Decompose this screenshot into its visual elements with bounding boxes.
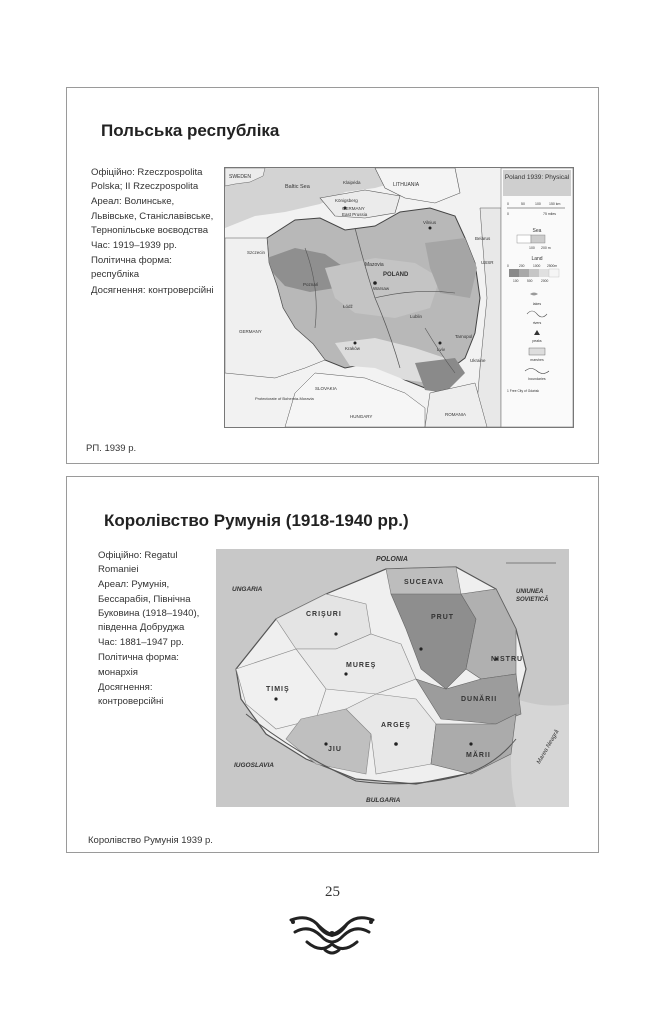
legend-marshes: marshes [530, 358, 544, 362]
label-sovietica: SOVIETICĂ [516, 597, 549, 603]
legend-land-0: 0 [507, 264, 509, 268]
label-baltic-sea: Baltic Sea [285, 184, 310, 190]
info-achievements: Досягнення: контроверсійні [91, 284, 214, 296]
poland-physical-map [224, 167, 574, 428]
legend-land-100: 100 [513, 279, 519, 283]
label-mazovia: Mazovia [365, 262, 384, 268]
label-warsaw: Warsaw [373, 286, 390, 291]
label-lithuania: LITHUANIA [393, 182, 420, 188]
label-polonia: POLONIA [376, 556, 408, 563]
legend-land-200: 200 [519, 264, 525, 268]
celtic-knot-ornament-icon [287, 910, 377, 958]
legend-sea: Sea [532, 228, 542, 234]
info-political-form: Політична форма: монархія [98, 652, 179, 678]
legend-peaks: peaks [532, 339, 542, 343]
legend-land-500: 500 [527, 279, 533, 283]
label-poznan: Poznań [303, 282, 319, 287]
romania-regions-map [216, 549, 569, 807]
label-krakow: Kraków [345, 346, 361, 351]
scale-km-100: 100 [535, 202, 541, 206]
label-ussr: USSR [481, 260, 494, 265]
label-hungary: HUNGARY [350, 414, 373, 419]
slide-caption: РП. 1939 р. [86, 443, 137, 454]
legend-land: Land [531, 256, 543, 262]
label-prut: PRUT [431, 614, 455, 621]
legend-land-2000: 2000 [541, 279, 549, 283]
legend-sea-200: 200 m [541, 246, 551, 250]
label-konigsberg: Königsberg [335, 198, 358, 203]
label-poland: POLAND [383, 272, 409, 278]
info-area: Ареал: Румунія, Бессарабія, Північна Буковина (1918–1940), південна Добруджа [98, 579, 200, 634]
scale-km-50: 50 [521, 202, 525, 206]
legend-boundaries: boundaries [528, 377, 546, 381]
info-achievements: Досягнення: контроверсійні [98, 681, 164, 708]
label-germany-north: GERMANY [342, 206, 365, 211]
label-crisuri: CRIŞURI [306, 611, 342, 618]
label-belarus: Belarus [475, 236, 491, 241]
info-official: Офіційно: Regatul Romaniei [98, 550, 178, 576]
label-timis: TIMIŞ [266, 686, 290, 693]
scale-mi-0: 0 [507, 212, 509, 216]
scale-km-150: 150 km [549, 202, 561, 206]
label-protectorate: Protectorate of Bohemia-Moravia [255, 396, 314, 401]
scale-mi-75: 75 miles [543, 212, 557, 216]
info-political-form: Політична форма: республіка [91, 255, 172, 281]
label-bulgaria: BULGARIA [366, 797, 401, 804]
slide-caption: Королівство Румунія 1939 р. [88, 835, 213, 846]
info-time: Час: 1919–1939 рр. [91, 240, 177, 252]
label-marii: MĂRII [466, 752, 491, 759]
label-lublin: Lublin [410, 314, 423, 319]
label-uniunea: UNIUNEA [516, 589, 544, 595]
label-east-prussia: East Prussia [342, 212, 368, 217]
label-jiu: JIU [328, 746, 342, 753]
legend-rivers: rivers [532, 321, 542, 325]
label-dunarii: DUNĂRII [461, 696, 498, 703]
marshes-icon [529, 348, 545, 355]
slide-poland [66, 87, 599, 464]
label-iugoslavia: IUGOSLAVIA [234, 762, 274, 769]
page-number: 25 [325, 884, 340, 900]
label-slovakia: SLOVAKIA [315, 386, 337, 391]
label-lviv: Lviv [437, 347, 446, 352]
label-lodz: Łódź [343, 304, 353, 309]
label-germany-west: GERMANY [239, 329, 262, 334]
label-mures: MUREŞ [346, 662, 377, 669]
label-ukraine: Ukraine [470, 358, 486, 363]
label-arges: ARGEŞ [381, 722, 411, 729]
scale-km-0: 0 [507, 202, 509, 206]
slide-title: Польська республіка [101, 121, 280, 140]
info-block [91, 166, 221, 299]
legend-sea-100: 100 [529, 246, 535, 250]
legend-free-city: 1 Free City of Gdańsk [507, 389, 540, 393]
label-nistru: NISTRU [491, 656, 524, 663]
label-marea-neagra: Marea Neagră [536, 728, 561, 766]
label-sweden: SWEDEN [229, 174, 251, 180]
label-vilnius: Vilnius [423, 220, 437, 225]
info-area: Ареал: Волинське, Львівське, Станіславівське, Тернопільське воєводства [91, 196, 214, 236]
label-romania: ROMANIA [445, 412, 467, 417]
slide-romania [66, 476, 599, 853]
info-official: Офіційно: Rzeczpospolita Polska; II Rzeczpospolita [91, 167, 203, 193]
legend-lakes: lakes [532, 302, 542, 306]
label-szczecin: Szczecin [247, 250, 266, 255]
legend-title: Poland 1939: Physical [504, 174, 570, 181]
map-legend [501, 168, 573, 427]
legend-land-1000: 1000 [533, 264, 541, 268]
legend-land-2500: 2500m [547, 264, 558, 268]
info-time: Час: 1881–1947 рр. [98, 637, 184, 649]
info-block [98, 549, 218, 710]
label-tarnopol: Tarnopol [455, 334, 473, 339]
slide-title: Королівство Румунія (1918-1940 рр.) [104, 511, 409, 530]
label-ungaria: UNGARIA [232, 586, 263, 593]
label-suceava: SUCEAVA [404, 579, 445, 586]
label-klaipeda: Klaipėda [343, 180, 361, 185]
